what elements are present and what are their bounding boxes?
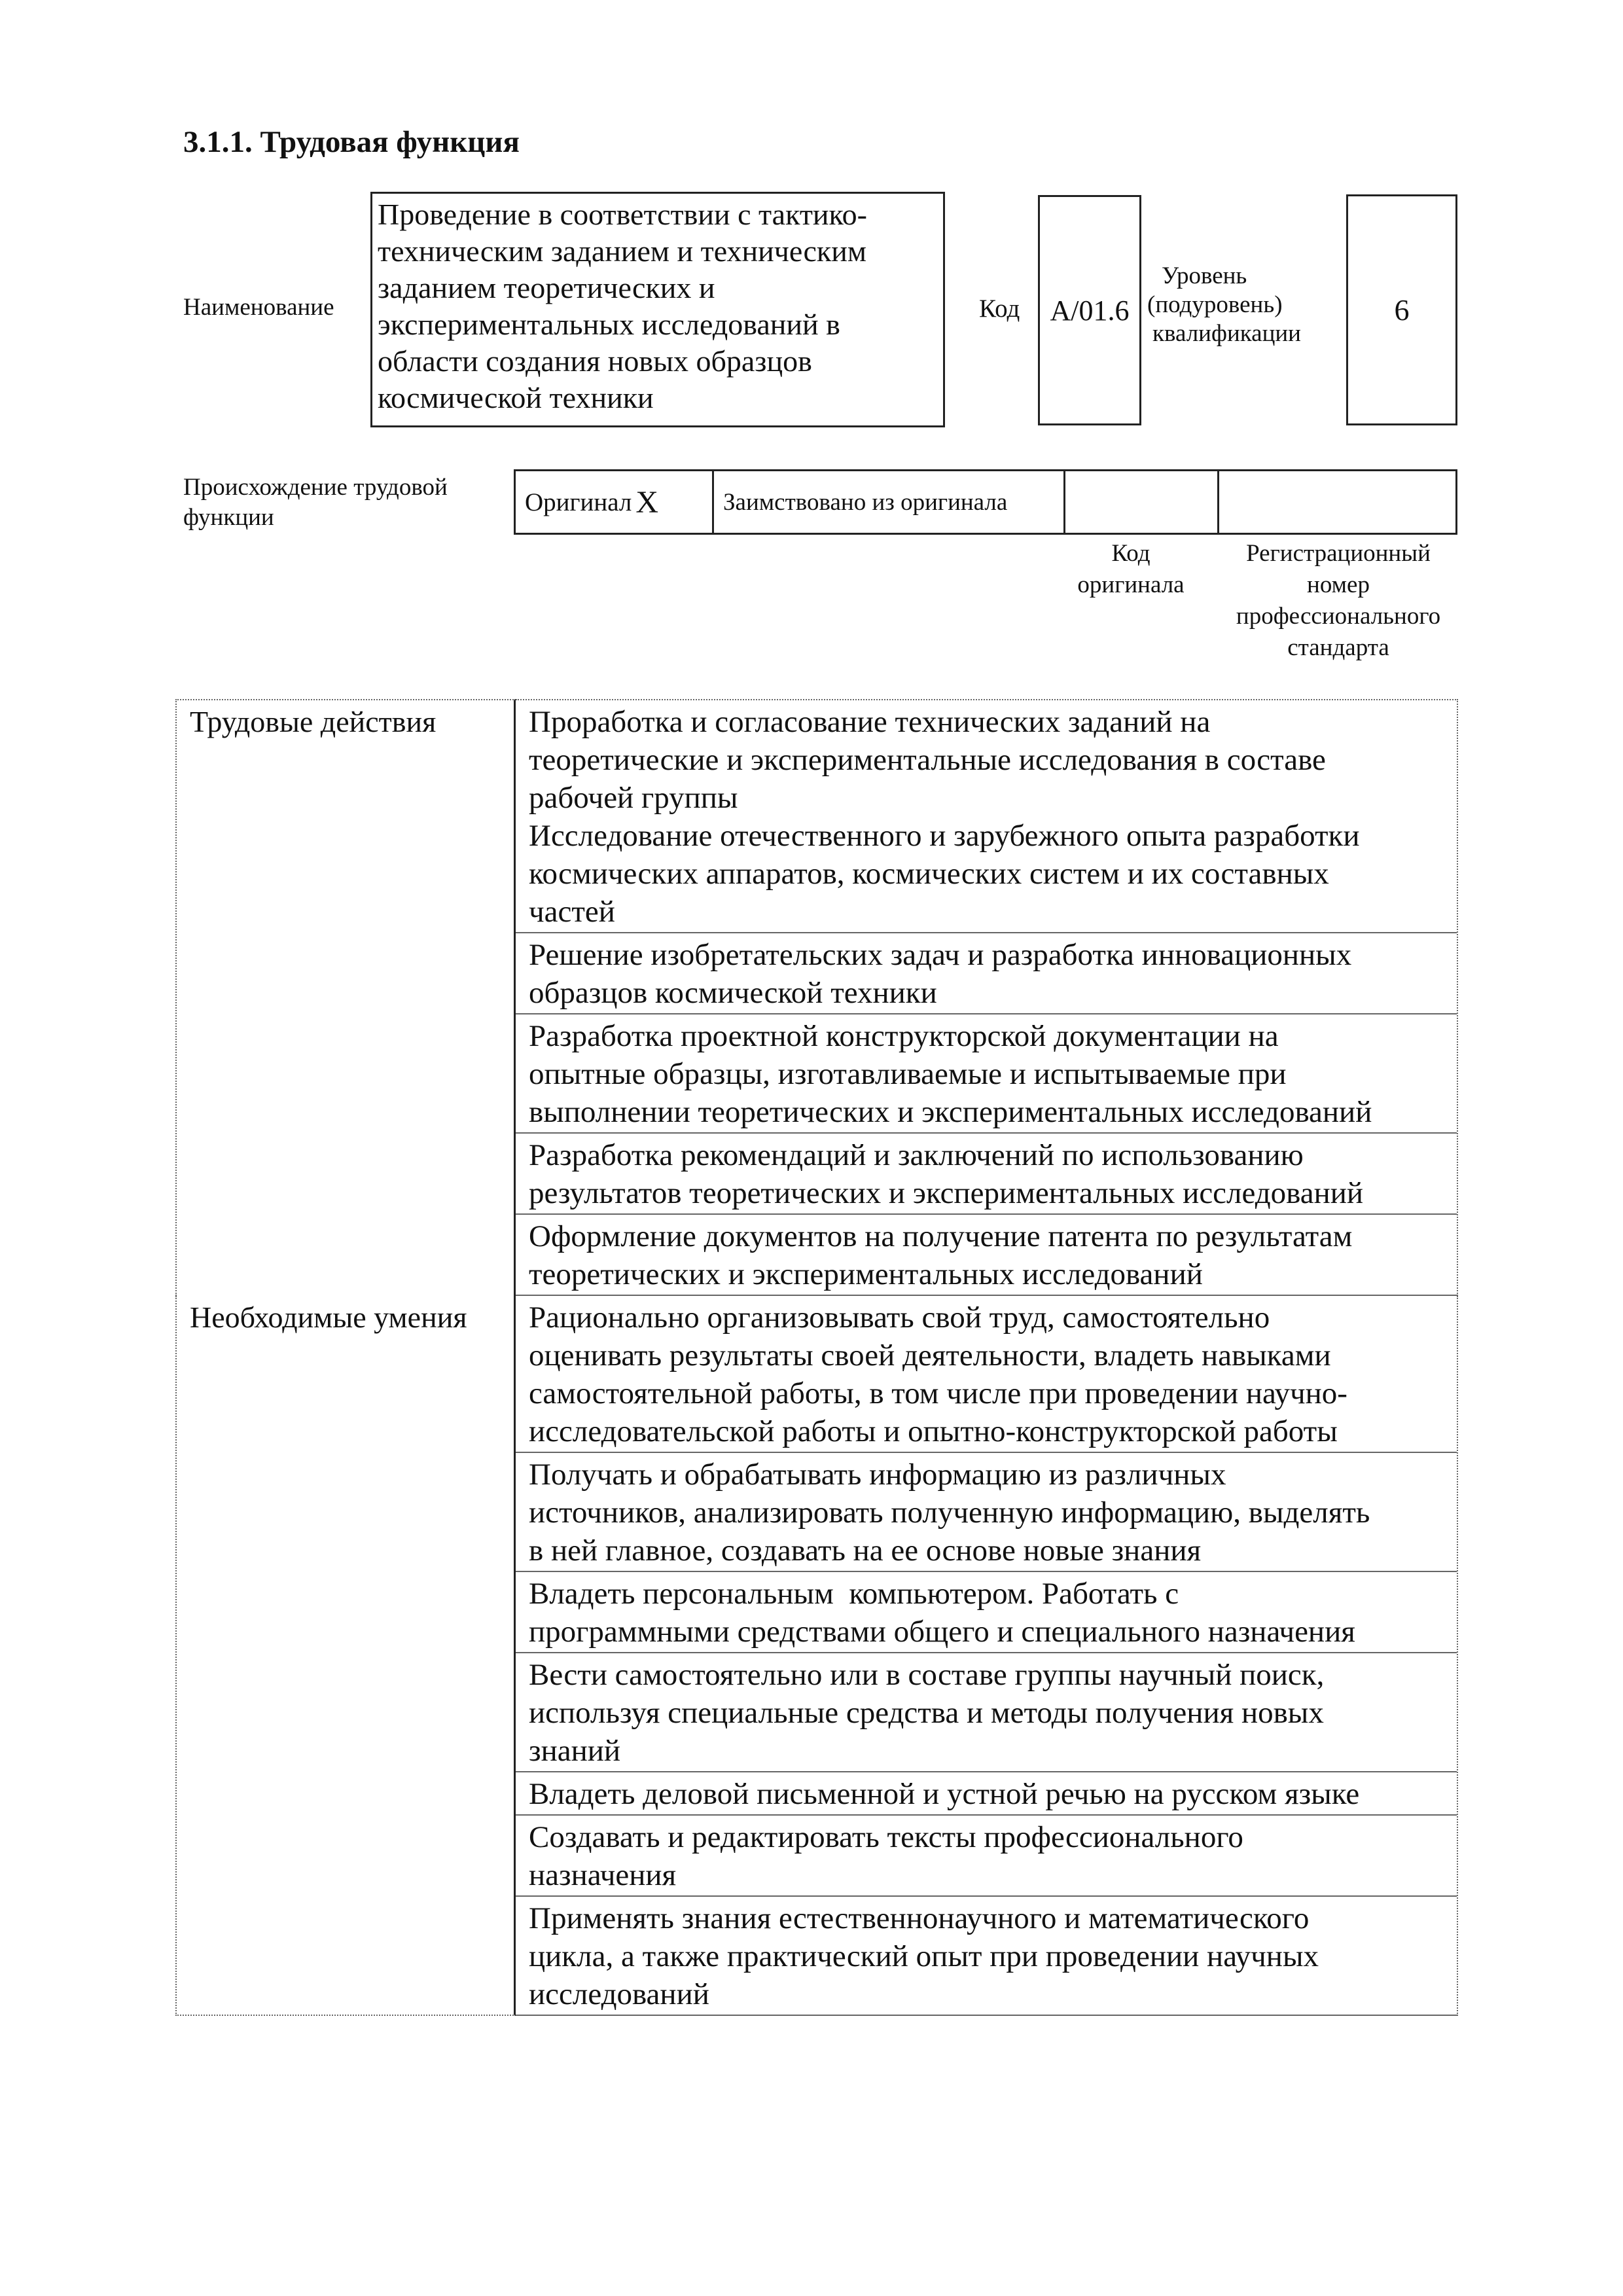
item-line: Оформление документов на получение патента по результатам	[529, 1219, 1353, 1253]
item-line: знаний	[529, 1734, 621, 1768]
section-title: 3.1.1. Трудовая функция	[183, 125, 520, 159]
item-line: частей	[529, 895, 615, 929]
item-line: самостоятельной работы, в том числе при проведении научно-	[529, 1376, 1347, 1410]
item-line: Исследование отечественного и зарубежного опыта разработки	[529, 819, 1360, 853]
level-value: 6	[1346, 194, 1457, 425]
list-item	[516, 933, 1457, 1014]
level-label-line: квалификации	[1152, 320, 1301, 347]
item-line: результатов теоретических и экспериментальных исследований	[529, 1176, 1364, 1210]
list-item	[516, 1572, 1457, 1653]
list-item	[516, 1653, 1457, 1772]
caption-line: стандарта	[1287, 634, 1389, 661]
skills-label: Необходимые умения	[175, 1296, 516, 2016]
list-item	[516, 1453, 1457, 1572]
labor-actions-list	[516, 699, 1458, 1296]
caption-line: профессионального	[1236, 603, 1441, 630]
main-table	[175, 699, 1458, 2016]
list-item	[516, 1296, 1457, 1453]
item-line: Владеть персональным компьютером. Работать с	[529, 1577, 1179, 1611]
item-line: Применять знания естественнонаучного и математического	[529, 1901, 1310, 1935]
level-label-line: Уровень	[1162, 262, 1247, 289]
item-line: космических аппаратов, космических систем и их составных	[529, 857, 1329, 891]
item-line: образцов космической техники	[529, 976, 937, 1010]
item-line: выполнении теоретических и экспериментальных исследований	[529, 1095, 1372, 1129]
skills-row	[175, 1296, 1458, 2016]
level-label	[1147, 262, 1301, 348]
function-name-line: заданием теоретических и	[378, 271, 715, 304]
item-line: Рационально организовывать свой труд, самостоятельно	[529, 1300, 1270, 1335]
list-item	[516, 1014, 1457, 1134]
name-label: Наименование	[183, 294, 334, 321]
item-line: назначения	[529, 1858, 677, 1892]
item-line: Решение изобретательских задач и разработка инновационных	[529, 938, 1352, 972]
caption-line: Код	[1111, 540, 1150, 567]
item-line: Разработка проектной конструкторской документации на	[529, 1019, 1279, 1053]
level-label-line: (подуровень)	[1147, 291, 1283, 318]
origin-borrowed-cell: Заимствовано из оригинала	[714, 471, 1065, 533]
origin-original-cell	[516, 471, 714, 533]
labor-actions-label: Трудовые действия	[175, 699, 516, 1296]
caption-line: оригинала	[1077, 571, 1185, 598]
list-item	[516, 700, 1457, 933]
item-line: Проработка и согласование технических заданий на	[529, 705, 1211, 739]
list-item	[516, 1772, 1457, 1816]
code-value: A/01.6	[1038, 195, 1141, 425]
item-line: используя специальные средства и методы получения новых	[529, 1696, 1324, 1730]
item-line: теоретических и экспериментальных исследований	[529, 1257, 1203, 1291]
item-line: исследовательской работы и опытно-конструкторской работы	[529, 1414, 1338, 1448]
labor-actions-row	[175, 699, 1458, 1296]
origin-code-caption	[1052, 538, 1209, 601]
skills-list	[516, 1296, 1458, 2016]
origin-reg-number-cell	[1219, 471, 1455, 533]
origin-code-cell	[1065, 471, 1219, 533]
list-item	[516, 1897, 1457, 2016]
item-line: в ней главное, создавать на ее основе новые знания	[529, 1534, 1202, 1568]
item-line: опытные образцы, изготавливаемые и испытываемые при	[529, 1057, 1287, 1091]
item-line: оценивать результаты своей деятельности, владеть навыками	[529, 1338, 1331, 1372]
item-line: теоретические и экспериментальные исследования в составе	[529, 743, 1326, 777]
list-item	[516, 1816, 1457, 1897]
function-name-line: экспериментальных исследований в	[378, 308, 840, 341]
item-line: цикла, а также практический опыт при проведении научных	[529, 1939, 1319, 1973]
item-line: рабочей группы	[529, 781, 738, 815]
function-name-line: Проведение в соответствии с тактико-	[378, 198, 867, 231]
item-line: Получать и обрабатывать информацию из различных	[529, 1458, 1226, 1492]
reg-number-caption	[1214, 538, 1463, 664]
function-name-line: космической техники	[378, 381, 654, 414]
caption-line: Регистрационный	[1246, 540, 1431, 567]
list-item	[516, 1134, 1457, 1215]
origin-label: Происхождение трудовой функции	[183, 474, 448, 531]
item-line: Владеть деловой письменной и устной речью на русском языке	[529, 1777, 1360, 1811]
origin-table	[514, 469, 1457, 535]
item-line: источников, анализировать полученную информацию, выделять	[529, 1496, 1370, 1530]
item-line: Разработка рекомендаций и заключений по использованию	[529, 1138, 1304, 1172]
code-label: Код	[979, 295, 1020, 323]
origin-original-label: Оригинал	[525, 488, 632, 516]
function-name-box	[370, 192, 945, 427]
item-line: программными средствами общего и специального назначения	[529, 1615, 1355, 1649]
function-name-line: техническим заданием и техническим	[378, 234, 866, 268]
caption-line: номер	[1307, 571, 1370, 598]
origin-original-mark: X	[635, 484, 659, 520]
function-name-line: области создания новых образцов	[378, 344, 812, 378]
item-line: Создавать и редактировать тексты профессионального	[529, 1820, 1243, 1854]
item-line: исследований	[529, 1977, 709, 2011]
item-line: Вести самостоятельно или в составе группы научный поиск,	[529, 1658, 1325, 1692]
list-item	[516, 1215, 1457, 1296]
